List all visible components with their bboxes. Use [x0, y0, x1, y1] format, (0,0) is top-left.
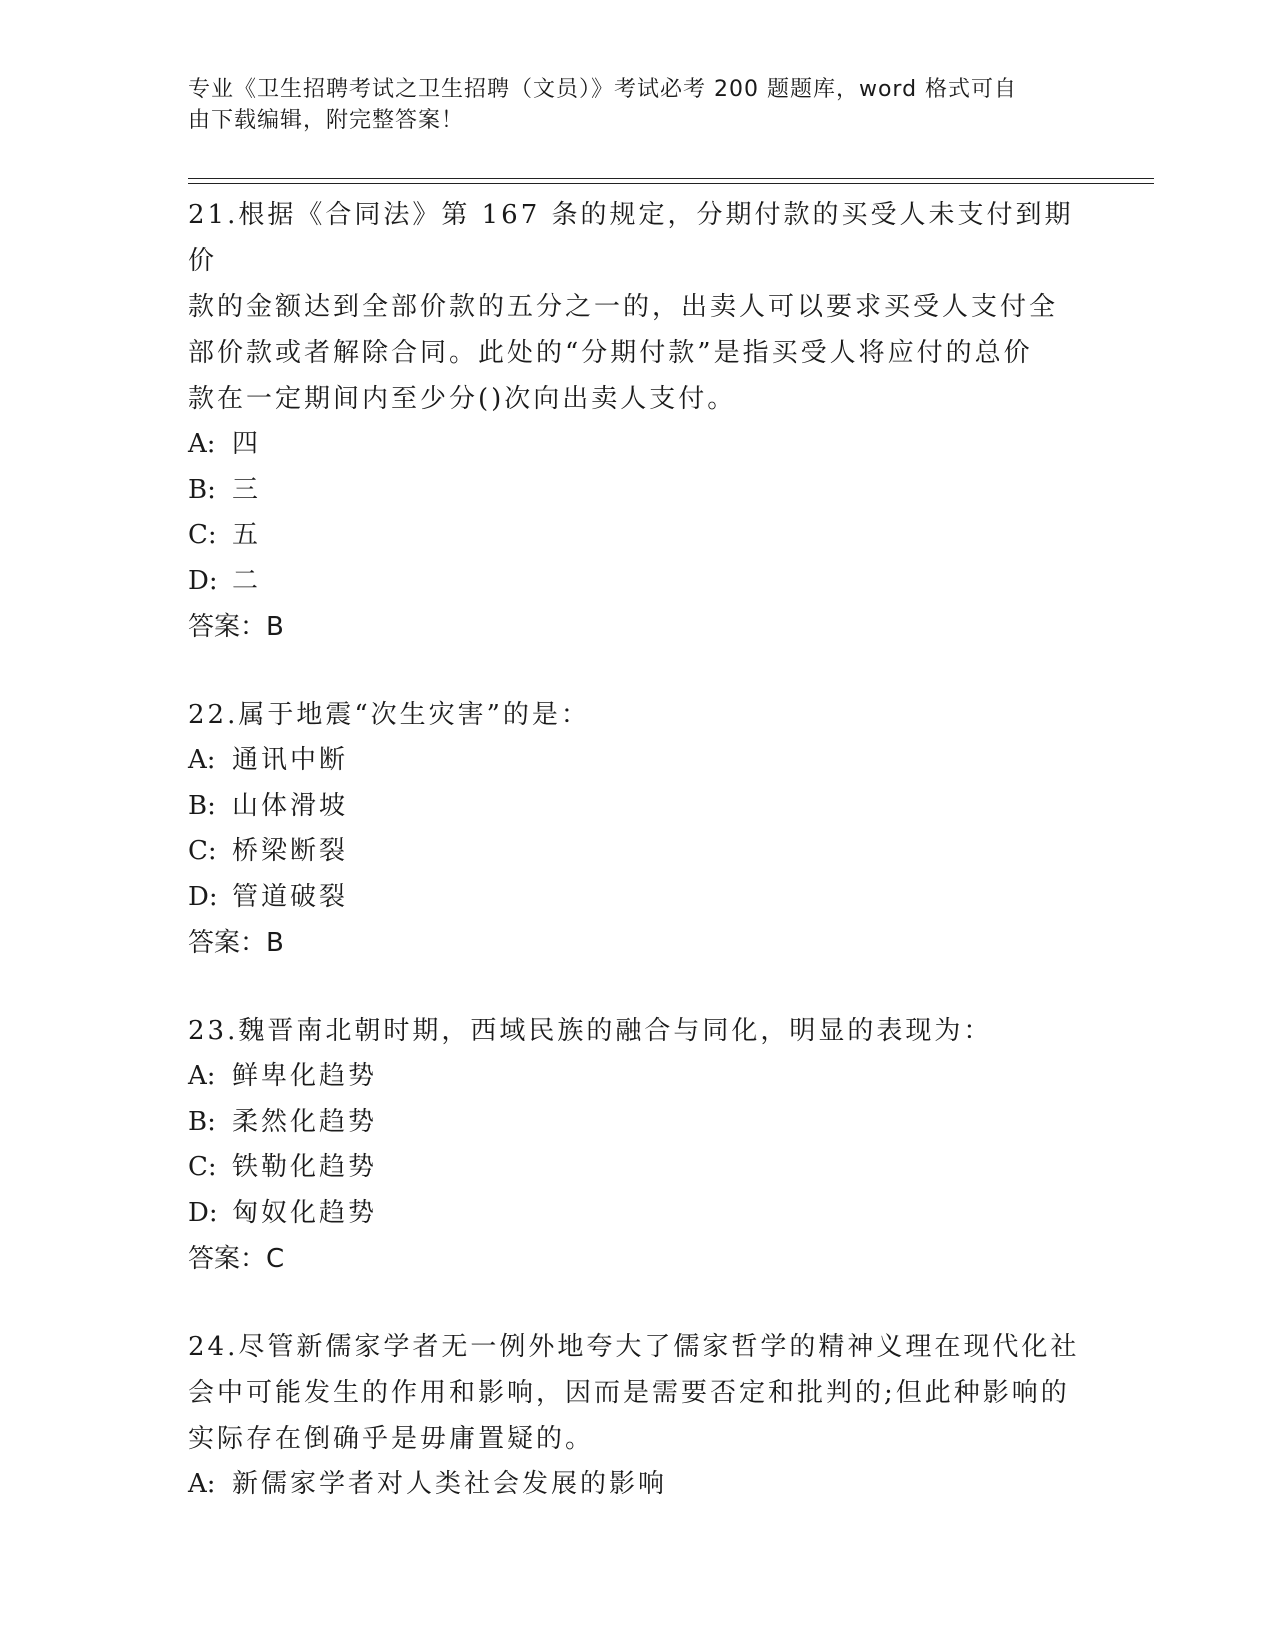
option-letter: C: [188, 520, 217, 550]
option-a [188, 1054, 1088, 1100]
option-text: 铁勒化趋势 [232, 1152, 378, 1182]
option-letter: A: [188, 429, 216, 459]
option-c [188, 1145, 1088, 1191]
option-letter: C: [188, 1152, 217, 1182]
option-text: 匈奴化趋势 [232, 1197, 378, 1228]
question-spacer [188, 966, 1088, 1008]
option-b [188, 784, 1088, 830]
answer-label: 答案：C [188, 1244, 285, 1274]
option-a [188, 422, 1088, 468]
answer-label: 答案：B [188, 928, 284, 958]
option-a [188, 1462, 1088, 1508]
option-d [188, 559, 1088, 605]
option-letter: A: [188, 1469, 216, 1499]
option-letter: D: [188, 565, 218, 596]
question-text-line: 会中可能发生的作用和影响，因而是需要否定和批判的;但此种影响的 [188, 1378, 1070, 1408]
answer-label: 答案：B [188, 612, 284, 642]
question-text-line: 21.根据《合同法》第 167 条的规定，分期付款的买受人未支付到期价 [188, 200, 1074, 276]
option-text: 山体滑坡 [232, 790, 349, 821]
option-text: 二 [232, 565, 262, 596]
header-divider-bottom [188, 183, 1154, 184]
option-letter: A: [188, 1061, 216, 1091]
option-text: 鲜卑化趋势 [232, 1061, 378, 1091]
option-b [188, 468, 1088, 514]
question-23 [188, 1008, 1088, 1282]
question-text-line: 22.属于地震“次生灾害”的是： [188, 700, 590, 730]
option-letter: B: [188, 790, 216, 821]
option-text: 管道破裂 [232, 881, 349, 912]
option-text: 五 [232, 520, 262, 550]
option-c [188, 513, 1088, 559]
option-letter: A: [188, 745, 216, 775]
option-text: 柔然化趋势 [232, 1106, 378, 1137]
option-letter: D: [188, 1197, 218, 1228]
question-list [188, 192, 1088, 1508]
header-line-2: 由下载编辑，附完整答案！ [188, 108, 465, 133]
question-text-line: 实际存在倒确乎是毋庸置疑的。 [188, 1424, 595, 1454]
option-text: 通讯中断 [232, 745, 349, 775]
option-text: 新儒家学者对人类社会发展的影响 [232, 1469, 668, 1499]
document-header [188, 74, 1078, 136]
question-24 [188, 1324, 1088, 1508]
question-text-line: 部价款或者解除合同。此处的“分期付款”是指买受人将应付的总价 [188, 338, 1033, 368]
question-21 [188, 192, 1088, 650]
option-c [188, 829, 1088, 875]
question-spacer [188, 1282, 1088, 1324]
question-text-line: 23.魏晋南北朝时期，西域民族的融合与同化，明显的表现为： [188, 1016, 993, 1046]
question-text-line: 款的金额达到全部价款的五分之一的，出卖人可以要求买受人支付全 [188, 292, 1059, 322]
header-divider-top [188, 178, 1154, 179]
question-spacer [188, 650, 1088, 692]
header-line-1: 专业《卫生招聘考试之卫生招聘（文员）》考试必考 200 题题库，word 格式可自 [188, 77, 1018, 102]
option-letter: B: [188, 474, 216, 505]
option-d [188, 1191, 1088, 1237]
option-b [188, 1100, 1088, 1146]
option-a [188, 738, 1088, 784]
question-22 [188, 692, 1088, 966]
question-text-line: 24.尽管新儒家学者无一例外地夸大了儒家哲学的精神义理在现代化社 [188, 1332, 1080, 1362]
option-letter: B: [188, 1106, 216, 1137]
question-text-line: 款在一定期间内至少分()次向出卖人支付。 [188, 384, 737, 414]
option-text: 四 [232, 429, 262, 459]
option-text: 桥梁断裂 [232, 836, 349, 866]
option-text: 三 [232, 474, 262, 505]
option-d [188, 875, 1088, 921]
option-letter: D: [188, 881, 218, 912]
option-letter: C: [188, 836, 217, 866]
